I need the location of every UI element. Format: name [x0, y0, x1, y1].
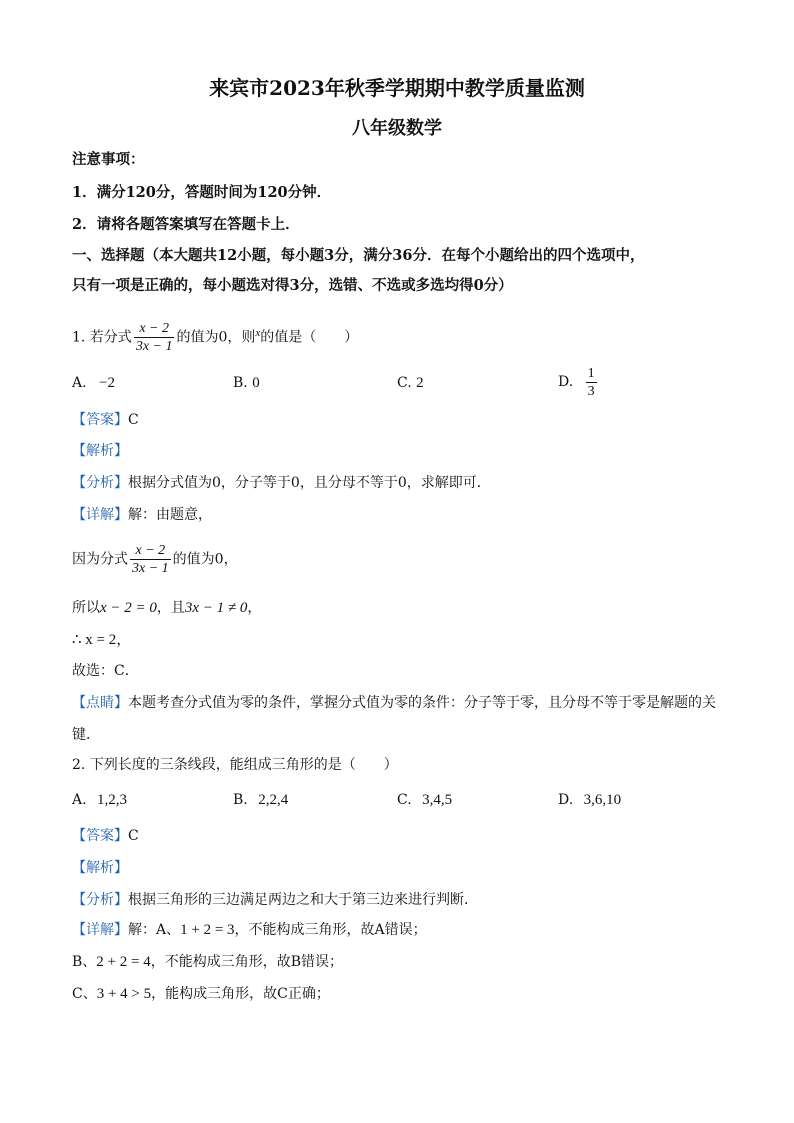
notes-item-2: 2．请将各题答案填写在答题卡上． [72, 216, 300, 233]
q1-step-2-math-2: 3x − 1 ≠ 0 [184, 600, 248, 616]
q1-analysis-heading [72, 441, 128, 461]
q1-prefix: 1. 若分式 [72, 329, 132, 346]
q1-option-d-numerator: 1 [587, 365, 595, 381]
q1-suffix: 的值是（ ） [260, 329, 359, 346]
q1-step-2-c: ， [247, 600, 262, 616]
q1-step-2-math-1: x − 2 = 0 [100, 600, 157, 616]
q1-answer-tag: 【答案】 [72, 412, 128, 428]
q1-option-d-denominator: 3 [587, 383, 595, 399]
q1-option-a [72, 373, 115, 393]
q2-option-c-label: C. [397, 792, 412, 808]
q2-xiangjie-3 [72, 984, 330, 1004]
q2-option-d-label: D. [558, 792, 574, 808]
q1-option-d-label: D. [558, 374, 574, 390]
q2-option-c [397, 790, 452, 810]
q1-variable: x [255, 327, 261, 339]
q1-mid: 的值为0，则 [176, 329, 256, 346]
q2-option-b [233, 790, 288, 810]
q1-dianjing-continued: 键． [72, 727, 100, 743]
q1-fraction-numerator: x − 2 [139, 321, 169, 337]
q1-analysis-tag: 【解析】 [72, 443, 128, 459]
q2-xj3-math: 3 + 4 > 5 [96, 986, 152, 1002]
q1-option-a-label: A. [72, 375, 87, 391]
q2-option-d [558, 790, 621, 810]
page-title: 来宾市2023年秋季学期期中教学质量监测 [209, 76, 585, 100]
q2-option-d-value: 3,6,10 [583, 792, 622, 808]
q1-step-1-suffix: 的值为0， [172, 551, 238, 568]
q2-xj2-math: 2 + 2 = 4 [96, 954, 151, 970]
q1-dianjing-tag: 【点睛】 [72, 695, 128, 711]
question-1-stem [72, 316, 358, 355]
q2-analysis-tag: 【解析】 [72, 860, 128, 876]
q2-xiangjie-1 [72, 920, 427, 940]
q1-step-1-prefix: 因为分式 [72, 551, 128, 568]
q1-step-1-denominator: 3x − 1 [132, 561, 169, 576]
q1-xiangjie-tag: 【详解】 [72, 507, 128, 523]
q2-xj3-a: C、 [72, 986, 97, 1002]
q1-option-d-fraction [586, 365, 597, 400]
question-2-stem: 2. 下列长度的三条线段，能组成三角形的是（ ） [72, 757, 398, 773]
q2-answer-value: C [128, 828, 139, 844]
q1-step-1-numerator: x − 2 [135, 543, 166, 558]
q2-answer-tag: 【答案】 [72, 828, 128, 844]
q2-option-b-value: 2,2,4 [258, 792, 289, 808]
q2-option-b-label: B. [233, 792, 248, 808]
section-heading-line-1: 一、选择题（本大题共12小题，每小题3分，满分36分．在每个小题给出的四个选项中， [72, 247, 645, 264]
q1-option-c-value: 2 [416, 375, 424, 391]
q1-xiangjie-text: 解：由题意， [128, 507, 212, 523]
page-subtitle: 八年级数学 [352, 118, 442, 139]
q2-fenxi-tag: 【分析】 [72, 892, 128, 908]
q1-dianjing-text-1: 本题考查分式值为零的条件，掌握分式值为零的条件：分子等于零，且分母不等于零是解题的关 [128, 695, 716, 711]
q2-xiangjie-2 [72, 952, 343, 972]
q2-fenxi-text: 根据三角形的三边满足两边之和大于第三边来进行判断． [128, 892, 478, 908]
q2-fenxi [72, 890, 478, 910]
q2-option-c-value: 3,4,5 [422, 792, 453, 808]
q2-xj1-a: 解：A、 [128, 922, 181, 938]
q1-step-1 [72, 542, 238, 577]
q1-step-4: 故选：C． [72, 663, 139, 679]
q2-option-a-value: 1,2,3 [97, 792, 128, 808]
q2-xj2-b: ，不能构成三角形，故B错误； [150, 954, 344, 970]
q1-option-a-value: −2 [99, 375, 115, 391]
q2-xj1-math: 1 + 2 = 3 [180, 922, 235, 938]
q2-analysis-heading [72, 858, 128, 878]
q1-dianjing [72, 693, 716, 713]
q1-option-b [233, 373, 260, 393]
q1-option-d [558, 364, 599, 400]
q1-xiangjie [72, 505, 212, 525]
q1-fenxi-tag: 【分析】 [72, 475, 128, 491]
q1-step-3: ∴ x = 2， [72, 632, 132, 648]
q1-step-2 [72, 598, 261, 618]
q1-option-c-label: C. [397, 375, 412, 391]
notes-item-1: 1．满分120分，答题时间为120分钟． [72, 184, 332, 201]
q2-xiangjie-tag: 【详解】 [72, 922, 128, 938]
q1-answer [72, 410, 139, 430]
notes-heading: 注意事项： [72, 151, 145, 168]
q2-xj1-b: ，不能构成三角形，故A错误； [234, 922, 427, 938]
q1-fraction [134, 320, 175, 355]
q1-fenxi [72, 473, 491, 493]
q1-answer-value: C [128, 412, 139, 428]
q1-step-2-a: 所以 [72, 600, 100, 616]
q2-xj2-a: B、 [72, 954, 97, 970]
section-heading-line-2: 只有一项是正确的，每小题选对得3分，选错、不选或多选均得0分） [72, 277, 513, 294]
q2-answer [72, 826, 139, 846]
q1-step-1-fraction [130, 542, 171, 577]
q1-option-c [397, 373, 424, 393]
q1-option-b-value: 0 [252, 375, 260, 391]
q2-option-a-label: A. [72, 792, 87, 808]
q1-fenxi-text: 根据分式值为0，分子等于0，且分母不等于0，求解即可． [128, 475, 491, 491]
q1-fraction-denominator: 3x − 1 [135, 339, 173, 355]
q1-step-2-b: ，且 [156, 600, 185, 616]
q2-option-a [72, 790, 127, 810]
q2-xj3-b: ，能构成三角形，故C正确； [151, 986, 330, 1002]
q1-option-b-label: B. [233, 375, 248, 391]
